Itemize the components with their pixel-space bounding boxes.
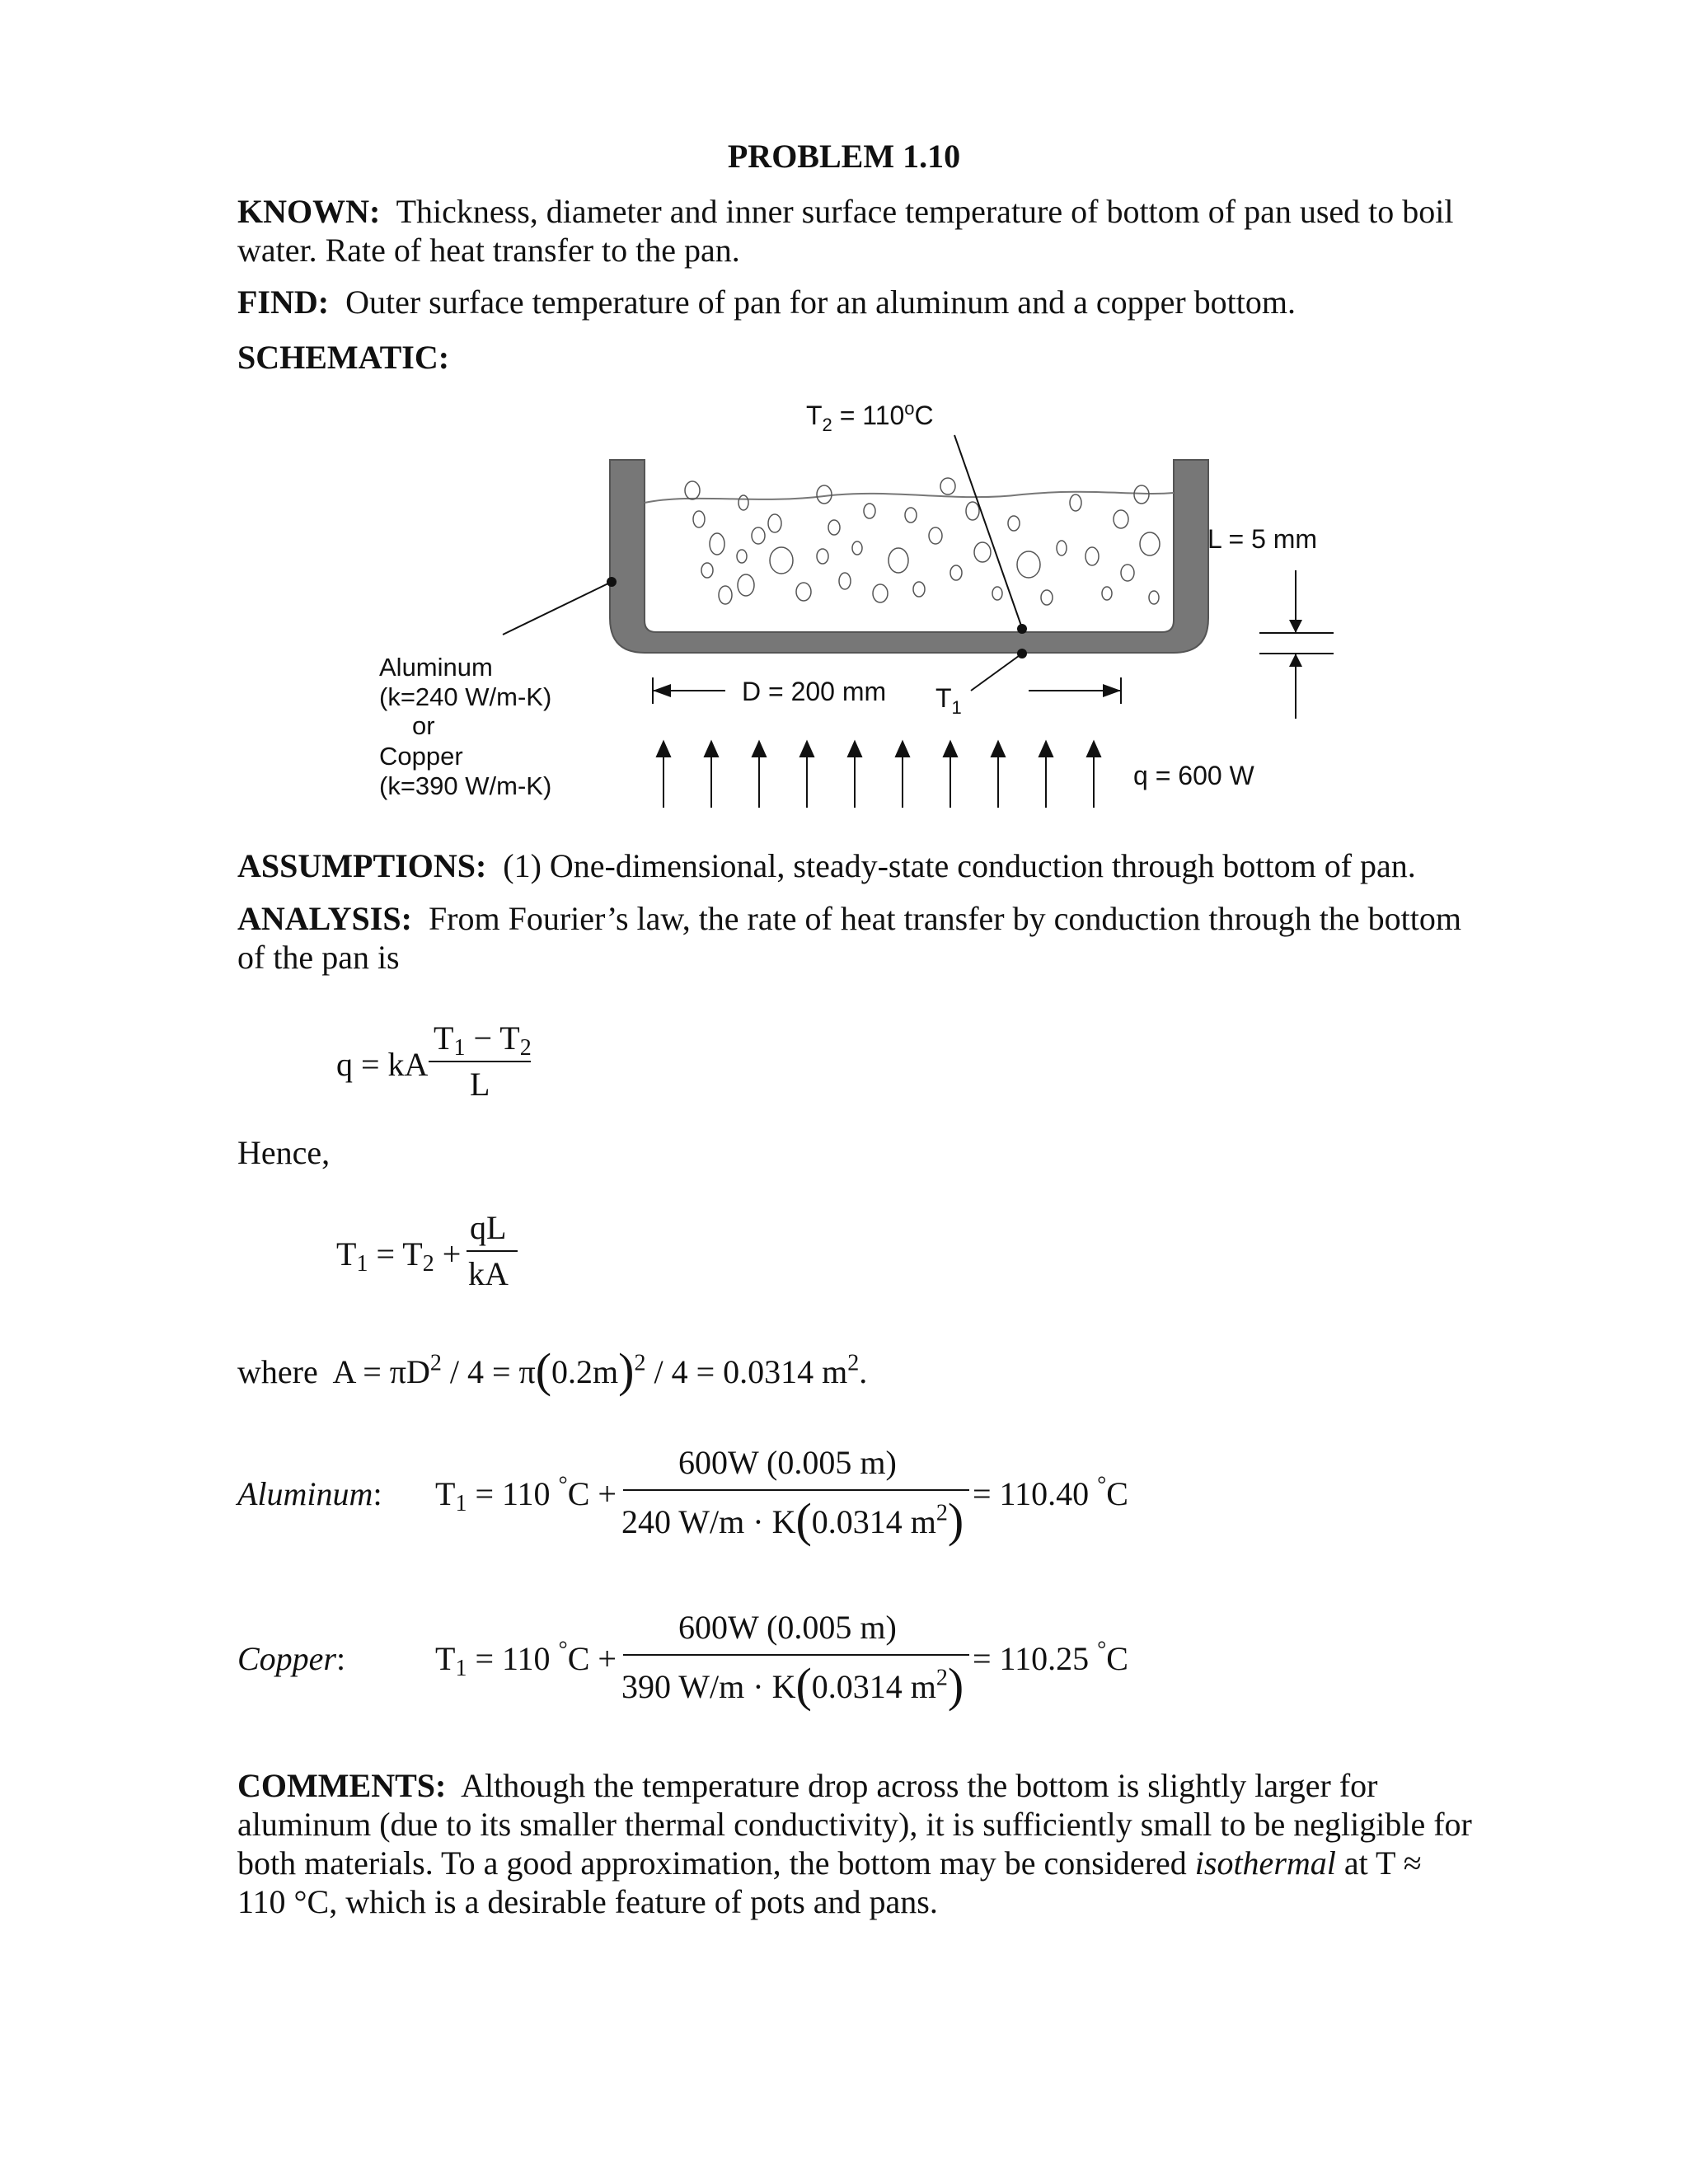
mat1-k: (k=240 W/m-K): [379, 682, 552, 711]
known-section: [237, 192, 1454, 269]
aluminum-denominator: 240 W/m · K(0.0314 $m^2$): [621, 1493, 964, 1547]
area-equation: where $A = \pi D^2 / 4 = \pi(0.2m)^2 / 4 = 0.0314$ $m^2$.: [237, 1343, 868, 1397]
comments-label: COMMENTS:: [237, 1767, 447, 1804]
eq1-lhs: q = kA: [336, 1046, 429, 1083]
equation-fourier: [336, 1019, 584, 1121]
known-line-1: [237, 192, 1454, 231]
comments-line-2: aluminum (due to its smaller thermal conductivity), it is sufficiently small to be negligible for: [237, 1806, 1472, 1843]
eq2-fraction-bar: [467, 1250, 518, 1252]
find-text: Outer surface temperature of pan for an aluminum and a copper bottom.: [345, 284, 1296, 321]
analysis-label: ANALYSIS:: [237, 900, 412, 937]
equation-t1: [336, 1209, 584, 1302]
problem-title: PROBLEM 1.10: [727, 138, 961, 175]
known-text-1: Thickness, diameter and inner surface temperature of bottom of pan used to boil: [396, 193, 1454, 230]
eq1-numerator: $T_1 - T_2$: [434, 1019, 532, 1061]
or-label: or: [412, 711, 435, 740]
eq1-denominator: L: [470, 1066, 490, 1103]
mat2-k: (k=390 W/m-K): [379, 771, 552, 800]
copper-fraction-bar: [623, 1654, 969, 1656]
analysis-line-1: [237, 899, 1461, 938]
comments-line-1: [237, 1766, 1472, 1805]
hence-text: Hence,: [237, 1134, 331, 1171]
eq2-numerator: qL: [470, 1209, 507, 1246]
d-label: D = 200 mm: [742, 677, 887, 706]
analysis-section: [237, 899, 1461, 977]
heat-arrows: [657, 742, 1100, 808]
aluminum-label: Aluminum:: [237, 1475, 382, 1512]
eq2-lhs: $T_1 = T_2$ +: [336, 1235, 462, 1277]
assumptions-label: ASSUMPTIONS:: [237, 847, 487, 884]
pan-schematic: [330, 387, 1401, 832]
comments-line-3: both materials. To a good approximation, the bottom may be considered isothermal at T ≈: [237, 1844, 1422, 1882]
copper-denominator: 390 W/m · K(0.0314 $m^2$): [621, 1658, 964, 1712]
comments-section: [237, 1766, 1472, 1921]
assumptions-text: (1) One-dimensional, steady-state conduction through bottom of pan.: [503, 847, 1416, 884]
mat1-name: Aluminum: [379, 653, 493, 682]
eq1-fraction-bar: [429, 1061, 531, 1062]
t1-label: $T_1$: [935, 683, 962, 718]
known-line-2: water. Rate of heat transfer to the pan.: [237, 232, 740, 269]
aluminum-lhs: $T_1 = 110$ °C +: [435, 1472, 617, 1516]
copper-numerator: 600W (0.005 m): [678, 1609, 897, 1646]
schematic-label-text: SCHEMATIC:: [237, 339, 450, 376]
q-label: q = 600 W: [1133, 761, 1254, 790]
bubbles: [685, 478, 1160, 605]
copper-lhs: $T_1 = 110$ °C +: [435, 1637, 617, 1681]
assumptions-section: [237, 846, 1416, 885]
t2-label: $T_2 = 110^oC$: [806, 398, 934, 435]
known-label: KNOWN:: [237, 193, 381, 230]
mat2-name: Copper: [379, 742, 463, 771]
comments-line-4: 110 °C, which is a desirable feature of pots and pans.: [237, 1883, 938, 1920]
find-label: FIND:: [237, 284, 330, 321]
where-word: where: [237, 1353, 318, 1390]
copper-result: = 110.25 °C: [973, 1637, 1128, 1677]
copper-label: Copper:: [237, 1640, 346, 1677]
find-section: [237, 283, 1296, 321]
aluminum-calculation: [237, 1446, 1226, 1554]
l-label: L = 5 mm: [1207, 524, 1318, 554]
eq2-denominator: kA: [468, 1255, 509, 1292]
comments-text-1: Although the temperature drop across the bottom is slightly larger for: [461, 1767, 1378, 1804]
analysis-line-2: of the pan is: [237, 939, 400, 976]
isothermal-emphasis: isothermal: [1194, 1844, 1336, 1882]
schematic-label: [237, 338, 449, 377]
copper-calculation: [237, 1611, 1226, 1718]
aluminum-fraction-bar: [623, 1489, 969, 1491]
aluminum-numerator: 600W (0.005 m): [678, 1444, 897, 1481]
aluminum-result: = 110.40 °C: [973, 1472, 1128, 1512]
water-surface: [645, 492, 1174, 503]
analysis-text-1: From Fourier’s law, the rate of heat transfer by conduction through the bottom: [428, 900, 1461, 937]
